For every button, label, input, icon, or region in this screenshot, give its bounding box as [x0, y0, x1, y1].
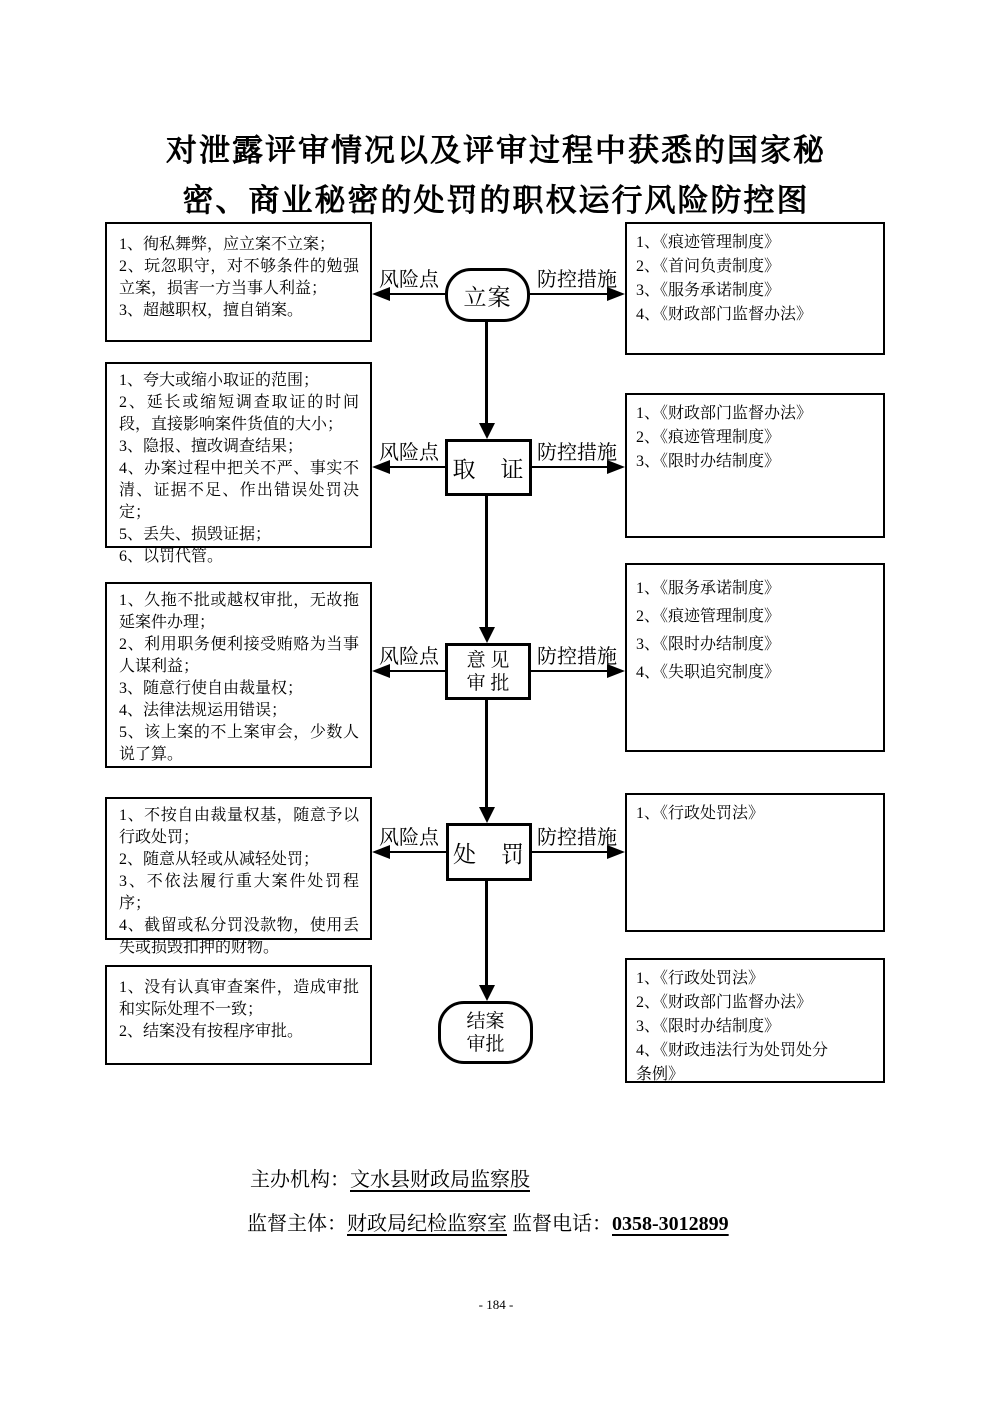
list-item: 3、不依法履行重大案件处罚程序； [119, 873, 359, 912]
left-arrowhead-icon [372, 460, 390, 474]
right-arrowhead-icon [607, 845, 625, 859]
list-item: 1、夸大或缩小取证的范围； [119, 372, 320, 389]
list-item: 1、《财政部门监督办法》 [636, 405, 813, 422]
risk-arrow-line-2 [386, 466, 445, 468]
list-item: 1、久拖不批或越权审批，无故拖延案件办理； [119, 592, 359, 631]
page-number: - 184 - [478, 1297, 514, 1312]
measure-arrow-line-3 [531, 670, 610, 672]
list-item: 2、延长或缩短调查取证的时间段，直接影响案件货值的大小； [119, 394, 359, 433]
down-arrowhead-icon [479, 807, 495, 823]
supervisor-label: 监督主体： [247, 1213, 347, 1235]
list-item: 4、《财政部门监督办法》 [636, 306, 813, 323]
node-label: 处 罚 [453, 841, 525, 867]
list-item: 4、《失职追究制度》 [636, 664, 781, 681]
list-item: 5、该上案的不上案审会，少数人说了算。 [119, 724, 359, 763]
left-arrowhead-icon [372, 845, 390, 859]
list-item: 4、办案过程中把关不严、事实不清、证据不足、作出错误处罚决定； [119, 460, 359, 521]
risk-box-5 [105, 965, 372, 1065]
list-item: 1、徇私舞弊，应立案不立案； [119, 236, 336, 253]
phone-label: 监督电话： [512, 1213, 612, 1235]
measure-arrow-line-4 [532, 851, 610, 853]
supervisor-value: 财政局纪检监察室 [347, 1213, 507, 1235]
list-item: 1、没有认真审查案件，造成审批和实际处理不一致； [119, 979, 359, 1018]
risk-box-4 [105, 797, 372, 956]
measure-box-4 [625, 793, 885, 932]
risk-box-2 [105, 362, 372, 565]
measure-box-3 [625, 563, 885, 752]
list-item: 3、《限时办结制度》 [636, 636, 781, 653]
node-label: 意 见 [466, 649, 510, 671]
node-closing-approval [438, 1001, 533, 1064]
flow-arrow-line-3 [485, 700, 488, 808]
risk-arrow-line-1 [386, 293, 445, 295]
right-arrowhead-icon [607, 287, 625, 301]
list-item: 1、《痕迹管理制度》 [636, 234, 781, 251]
host-value: 文水县财政局监察股 [350, 1169, 530, 1191]
list-item: 3、《服务承诺制度》 [636, 282, 781, 299]
left-arrowhead-icon [372, 664, 390, 678]
list-item: 2、利用职务便利接受贿赂为当事人谋利益； [119, 636, 359, 675]
measure-arrow-line-1 [530, 293, 610, 295]
control-measure-label-3: 防控措施 [537, 646, 617, 668]
list-item: 2、《首问负责制度》 [636, 258, 781, 275]
node-label: 审 批 [466, 672, 510, 694]
list-item: 4、《财政违法行为处罚处分条例》 [636, 1042, 829, 1083]
node-case-filing [445, 268, 530, 322]
control-measure-label-1: 防控措施 [537, 269, 617, 291]
flow-arrow-line-4 [485, 881, 488, 986]
node-label: 立案 [463, 284, 512, 310]
list-item: 1、不按自由裁量权基，随意予以行政处罚； [119, 807, 359, 846]
list-item: 2、《财政部门监督办法》 [636, 994, 813, 1011]
node-penalty [446, 823, 532, 881]
list-item: 3、《限时办结制度》 [636, 453, 781, 470]
right-arrowhead-icon [607, 460, 625, 474]
list-item: 1、《行政处罚法》 [636, 805, 765, 822]
page-title [0, 126, 992, 226]
node-evidence [445, 439, 532, 496]
list-item: 2、《痕迹管理制度》 [636, 429, 781, 446]
title-line-1: 对泄露评审情况以及评审过程中获悉的国家秘 [166, 133, 826, 168]
risk-point-label-4: 风险点 [379, 827, 439, 849]
control-measure-label-2: 防控措施 [537, 442, 617, 464]
list-item: 3、超越职权，擅自销案。 [119, 302, 304, 319]
left-arrowhead-icon [372, 287, 390, 301]
host-label: 主办机构： [250, 1169, 350, 1191]
risk-box-3 [105, 582, 372, 768]
list-item: 3、《限时办结制度》 [636, 1018, 781, 1035]
list-item: 5、丢失、损毁证据； [119, 526, 272, 543]
node-label: 取 证 [452, 457, 525, 482]
measure-box-5 [625, 958, 885, 1083]
flow-arrow-line-2 [485, 496, 488, 628]
risk-arrow-line-3 [386, 670, 445, 672]
list-item: 4、截留或私分罚没款物，使用丢失或损毁扣押的财物。 [119, 917, 359, 956]
list-item: 3、随意行使自由裁量权； [119, 680, 304, 697]
list-item: 1、《行政处罚法》 [636, 970, 765, 987]
down-arrowhead-icon [479, 423, 495, 439]
flow-arrow-line-1 [485, 322, 488, 425]
title-line-2: 密、商业秘密的处罚的职权运行风险防控图 [182, 183, 810, 218]
list-item: 4、法律法规运用错误； [119, 702, 288, 719]
risk-point-label-2: 风险点 [379, 442, 439, 464]
risk-box-1 [105, 222, 372, 342]
measure-arrow-line-2 [532, 466, 610, 468]
risk-point-label-1: 风险点 [379, 269, 439, 291]
node-label: 审批 [466, 1033, 505, 1055]
list-item: 1、《服务承诺制度》 [636, 580, 781, 597]
list-item: 2、玩忽职守，对不够条件的勉强立案，损害一方当事人利益； [119, 258, 359, 297]
node-label: 结案 [466, 1010, 505, 1032]
list-item: 2、随意从轻或从减轻处罚； [119, 851, 320, 868]
footer-host-line [250, 1163, 530, 1192]
control-measure-label-4: 防控措施 [537, 827, 617, 849]
measure-box-1 [625, 222, 885, 355]
list-item: 2、《痕迹管理制度》 [636, 608, 781, 625]
right-arrowhead-icon [607, 664, 625, 678]
list-item: 6、以罚代管。 [119, 548, 224, 565]
footer-supervisor-line [247, 1207, 729, 1236]
down-arrowhead-icon [479, 985, 495, 1001]
down-arrowhead-icon [479, 627, 495, 643]
risk-point-label-3: 风险点 [379, 646, 439, 668]
measure-box-2 [625, 393, 885, 538]
node-opinion-approval [445, 643, 531, 700]
phone-value: 0358-3012899 [612, 1213, 729, 1235]
list-item: 3、隐报、擅改调查结果； [119, 438, 304, 455]
list-item: 2、结案没有按程序审批。 [119, 1023, 304, 1040]
risk-arrow-line-4 [386, 851, 446, 853]
